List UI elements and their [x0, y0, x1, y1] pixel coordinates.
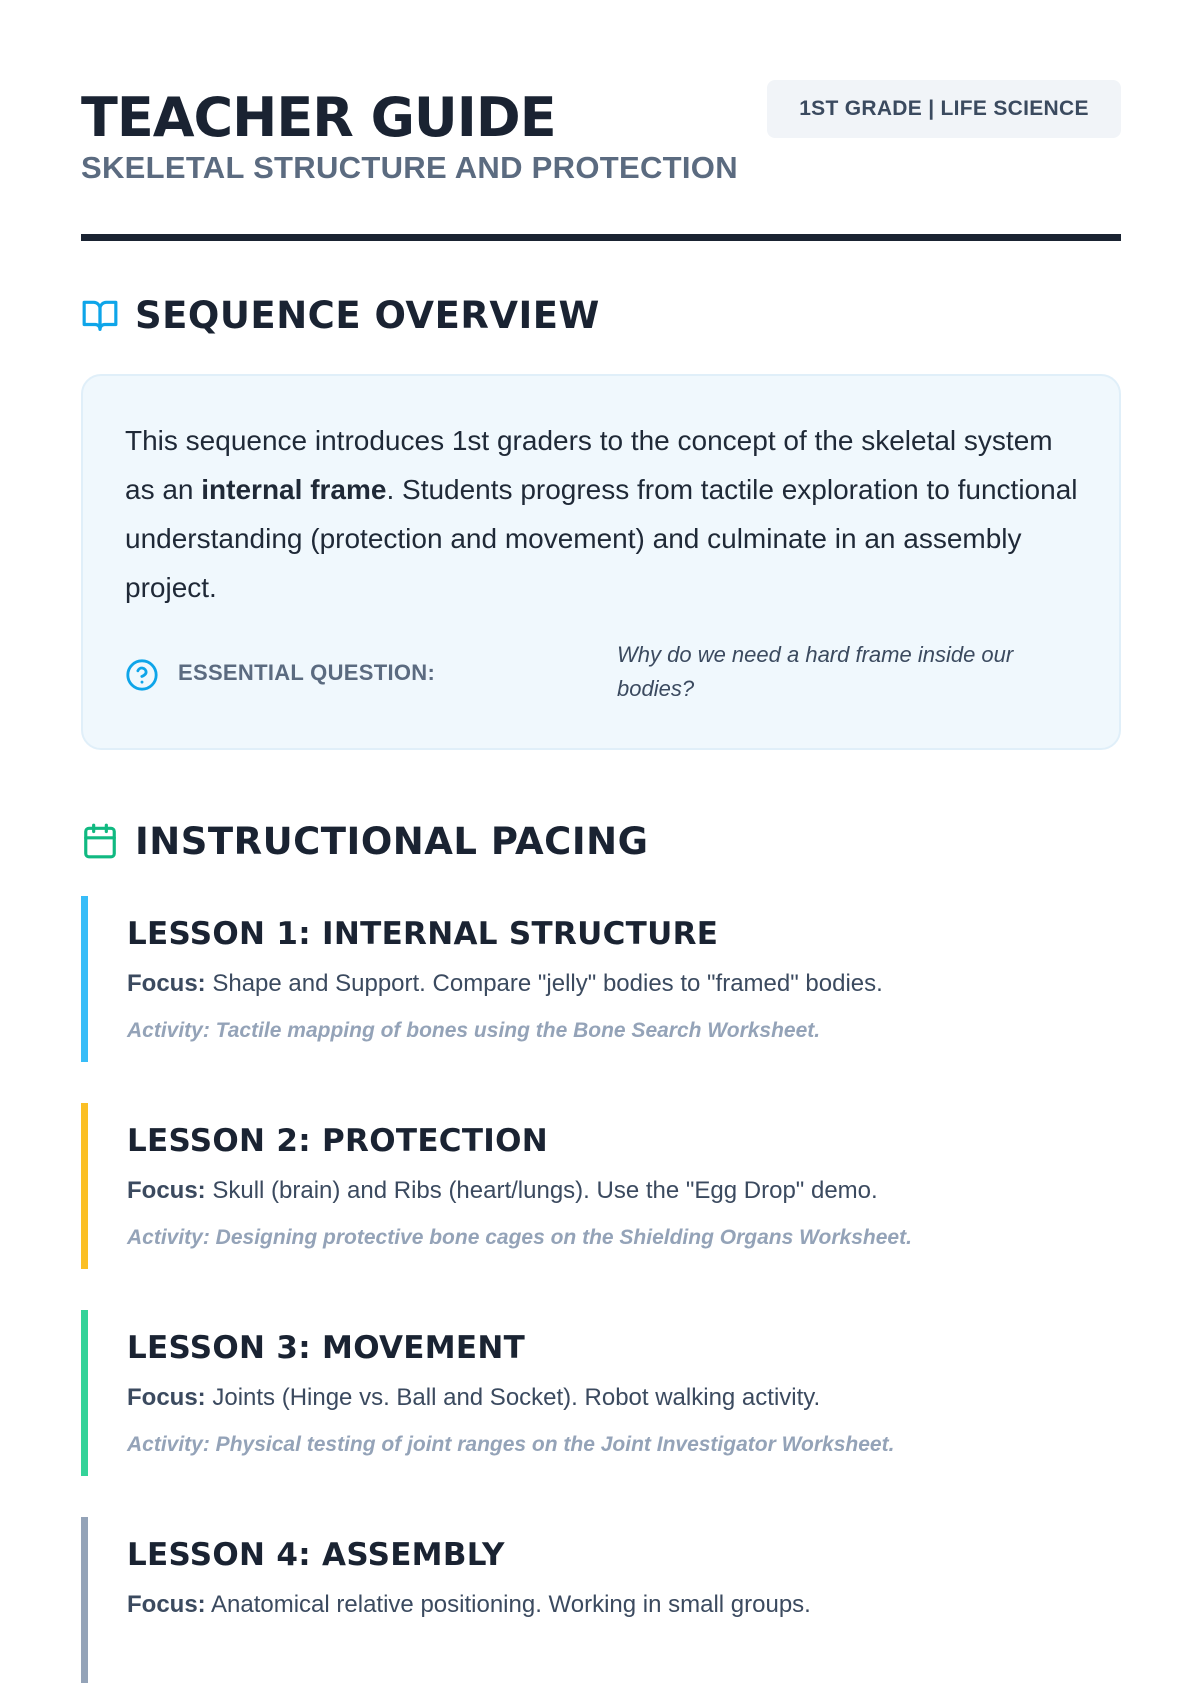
instructional-pacing-heading	[81, 818, 648, 864]
focus-key: Focus:	[127, 1591, 206, 1618]
header	[81, 80, 1121, 240]
page-subtitle: SKELETAL STRUCTURE AND PROTECTION	[81, 150, 738, 185]
section-heading-label: SEQUENCE OVERVIEW	[135, 293, 600, 337]
page-title: TEACHER GUIDE	[81, 86, 556, 149]
essential-question-row	[125, 638, 1085, 718]
lesson-activity: Activity: Designing protective bone cages on the Shielding Organs Worksheet.	[127, 1226, 912, 1249]
sequence-overview-heading	[81, 292, 600, 338]
overview-text-start: This sequence introduces 1st graders to the concept of the skeletal system as an	[125, 425, 1053, 505]
lesson-activity: Activity: Physical testing of joint ranges on the Joint Investigator Worksheet.	[127, 1433, 895, 1456]
lesson-title: LESSON 3: MOVEMENT	[127, 1330, 526, 1366]
lesson-card-3	[81, 1310, 1121, 1476]
lesson-focus	[127, 1591, 811, 1619]
lesson-title: LESSON 4: ASSEMBLY	[127, 1537, 505, 1573]
focus-key: Focus:	[127, 1384, 206, 1411]
focus-text: Anatomical relative positioning. Working in small groups.	[211, 1591, 811, 1618]
overview-paragraph	[125, 416, 1085, 612]
lesson-activity: Activity: Tactile mapping of bones using the Bone Search Worksheet.	[127, 1019, 821, 1042]
lesson-focus	[127, 1384, 820, 1412]
section-heading-label: INSTRUCTIONAL PACING	[135, 819, 649, 863]
focus-key: Focus:	[127, 1177, 206, 1204]
focus-text: Skull (brain) and Ribs (heart/lungs). Use the "Egg Drop" demo.	[212, 1177, 878, 1204]
essential-question-text: Why do we need a hard frame inside our bodies?	[617, 642, 1014, 701]
lesson-focus	[127, 970, 883, 998]
lesson-card-1	[81, 896, 1121, 1062]
lesson-title: LESSON 2: PROTECTION	[127, 1123, 549, 1159]
focus-key: Focus:	[127, 970, 206, 997]
overview-card	[81, 374, 1121, 750]
overview-text-emphasis: internal frame	[201, 474, 387, 505]
essential-question-label: ESSENTIAL QUESTION:	[178, 660, 436, 685]
book-open-icon	[81, 296, 119, 334]
question-circle-icon	[125, 658, 159, 692]
lesson-title: LESSON 1: INTERNAL STRUCTURE	[127, 916, 719, 952]
grade-subject-badge: 1ST GRADE | LIFE SCIENCE	[767, 80, 1121, 138]
lesson-focus	[127, 1177, 878, 1205]
teacher-guide-page	[81, 0, 1121, 1618]
lesson-card-4	[81, 1517, 1121, 1683]
overview-text-end: . Students progress from tactile exploration to functional understanding (protection and movement) and culminate in an assembly project.	[125, 474, 1078, 603]
lesson-card-2	[81, 1103, 1121, 1269]
header-divider	[81, 234, 1121, 241]
calendar-icon	[81, 822, 119, 860]
focus-text: Shape and Support. Compare "jelly" bodies to "framed" bodies.	[212, 970, 883, 997]
focus-text: Joints (Hinge vs. Ball and Socket). Robot walking activity.	[212, 1384, 821, 1411]
